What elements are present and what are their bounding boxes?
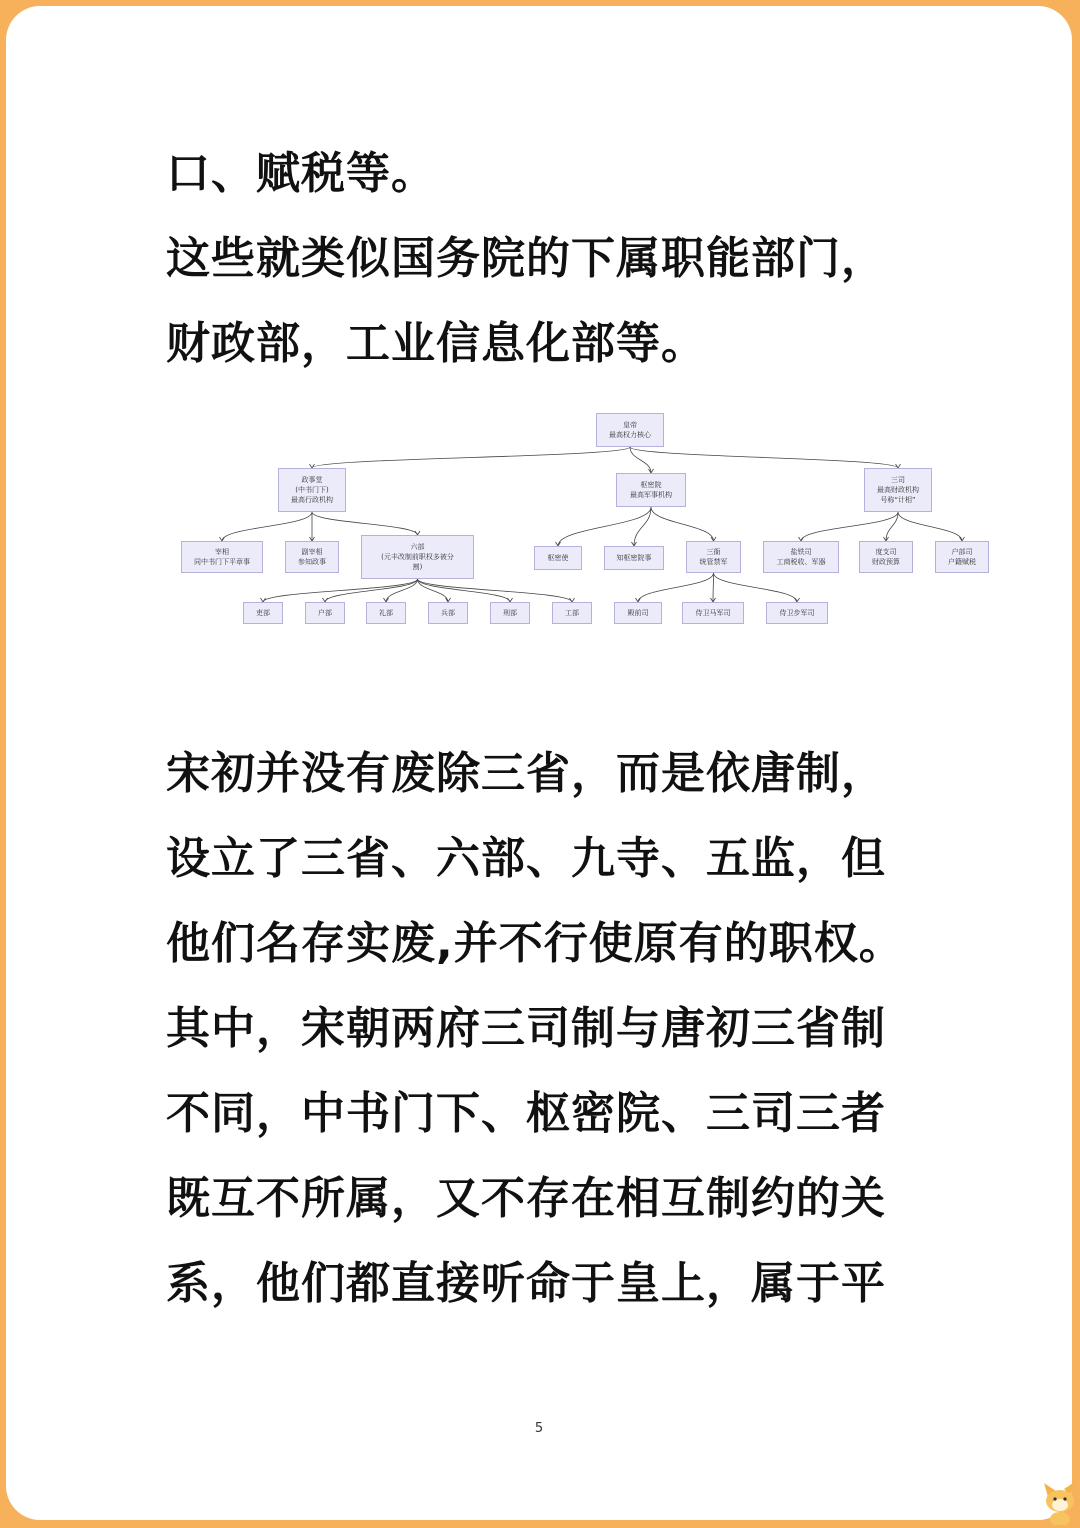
- connector-sansi-hubusi: [898, 512, 962, 541]
- org-node-xing: [490, 602, 530, 624]
- org-node-zaixiang: [181, 541, 263, 573]
- document-page: [6, 6, 1072, 1520]
- fox-mascot-icon: [1040, 1475, 1080, 1525]
- page-number: 5: [534, 1421, 544, 1436]
- org-node-label: 工商税收、军器: [776, 558, 826, 566]
- org-node-liubu: [361, 535, 474, 579]
- org-node-label: 皇帝: [623, 421, 637, 429]
- org-node-label: 殿前司: [627, 609, 649, 617]
- org-node-label: 宰相: [215, 548, 229, 556]
- org-node-lib: [366, 602, 406, 624]
- text-line: 这些就类似国务院的下属职能部门，: [166, 233, 886, 284]
- connector-shumiyuan-zhishumi: [634, 507, 651, 546]
- org-node-label: 三司: [891, 476, 905, 484]
- connector-liubu-gong: [418, 579, 573, 602]
- org-node-label: 三衙: [706, 548, 721, 556]
- org-node-label: 盐铁司: [790, 548, 812, 556]
- org-node-label: 政事堂: [301, 476, 323, 484]
- org-node-hubusi: [935, 541, 989, 573]
- org-node-label: 户部: [318, 609, 332, 617]
- org-chart-connectors: [176, 406, 996, 631]
- text-line: 设立了三省、六部、九寺、五监，但: [166, 833, 886, 884]
- org-node-li: [243, 602, 283, 624]
- org-node-sanya: [686, 541, 741, 573]
- song-government-org-chart: [176, 406, 996, 631]
- org-node-label: 割): [412, 563, 423, 571]
- connector-sansi-duzhi: [886, 512, 898, 541]
- org-node-label: 参知政事: [298, 558, 326, 566]
- org-node-label: 礼部: [379, 609, 393, 617]
- connector-shumiyuan-sanya: [651, 507, 714, 541]
- org-node-label: (中书门下): [295, 486, 329, 494]
- paragraph-top: [166, 131, 966, 386]
- org-node-bing: [428, 602, 468, 624]
- connector-zhengshitang-liubu: [312, 512, 418, 535]
- connector-sanya-dianqian: [638, 573, 714, 602]
- org-node-hu: [305, 602, 345, 624]
- org-node-shiweibu: [766, 602, 828, 624]
- paragraph-bottom: [166, 731, 966, 1326]
- text-line: 其中，宋朝两府三司制与唐初三省制: [166, 1003, 886, 1054]
- org-node-label: 刑部: [503, 609, 517, 617]
- connector-sanya-shiweima: [713, 573, 714, 602]
- org-node-label: 副宰相: [301, 548, 323, 556]
- org-node-gong: [552, 602, 592, 624]
- org-node-label: 户部司: [951, 548, 973, 556]
- org-node-shiweima: [682, 602, 744, 624]
- org-node-label: 侍卫马军司: [695, 609, 731, 617]
- org-node-label: 工部: [565, 609, 579, 617]
- org-node-yantie: [763, 541, 839, 573]
- org-node-duzhi: [859, 541, 913, 573]
- org-node-label: 最高行政机构: [291, 496, 333, 504]
- org-node-label: 侍卫步军司: [779, 609, 815, 617]
- org-node-label: 最高军事机构: [630, 491, 672, 499]
- org-node-zhishumi: [604, 546, 664, 570]
- text-line: 既互不所属，又不存在相互制约的关: [166, 1173, 886, 1224]
- org-node-label: 枢密院: [640, 481, 662, 489]
- connector-sansi-yantie: [801, 512, 898, 541]
- org-node-label: 统管禁军: [699, 558, 728, 566]
- org-node-zhengshitang: [278, 468, 346, 512]
- org-node-emperor: [596, 413, 664, 447]
- text-line: 财政部，工业信息化部等。: [166, 318, 706, 369]
- org-node-label: 同中书门下平章事: [194, 558, 250, 566]
- org-node-label: 知枢密院事: [616, 554, 652, 562]
- org-node-fuzaixiang: [285, 541, 339, 573]
- connector-zhengshitang-zaixiang: [222, 512, 312, 541]
- connector-emperor-zhengshitang: [312, 447, 630, 468]
- text-line: 他们名存实废,并不行使原有的职权。: [166, 918, 904, 969]
- org-node-label: 度支司: [875, 548, 897, 556]
- connector-sanya-shiweibu: [714, 573, 798, 602]
- text-line: 口、赋税等。: [166, 148, 436, 199]
- text-line: 系，他们都直接听命于皇上，属于平: [166, 1258, 886, 1309]
- connector-emperor-sansi: [630, 447, 898, 468]
- org-node-label: 最高财政机构: [877, 486, 919, 494]
- text-line: 宋初并没有废除三省，而是依唐制，: [166, 748, 886, 799]
- org-node-label: 吏部: [256, 609, 270, 617]
- connector-shumiyuan-shumishi: [558, 507, 651, 546]
- connector-liubu-li: [263, 579, 418, 602]
- org-node-dianqian: [614, 602, 662, 624]
- org-node-label: (元丰改制前职权多被分: [381, 553, 454, 561]
- text-line: 不同，中书门下、枢密院、三司三者: [166, 1088, 886, 1139]
- org-node-sansi: [864, 468, 932, 512]
- org-node-shumishi: [534, 546, 582, 570]
- org-node-label: 户籍赋税: [948, 558, 976, 566]
- org-node-label: 兵部: [441, 609, 455, 617]
- org-node-label: 枢密使: [547, 554, 569, 562]
- org-node-label: 最高权力核心: [609, 431, 651, 439]
- org-node-label: 财政预算: [872, 558, 900, 566]
- org-node-label: 号称“计相”: [880, 496, 916, 504]
- org-node-shumiyuan: [616, 473, 686, 507]
- org-node-label: 六部: [410, 543, 425, 551]
